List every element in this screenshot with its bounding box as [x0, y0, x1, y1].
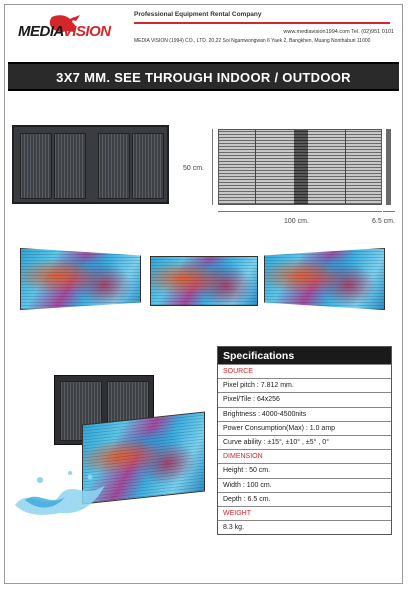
spec-row: Curve ability : ±15°, ±10° , ±5° , 0° — [218, 435, 391, 449]
spec-row: Pixel/Tile : 64x256 — [218, 392, 391, 406]
height-dimension-label: 50 cm. — [183, 165, 205, 172]
company-address: MEDIA VISION (1994) CO., LTD. 20,22 Soi Ngamwongwan 6 Yaek 2, Bangkhen, Muang Nonthaburi 11000 — [134, 38, 371, 44]
spec-section-heading: WEIGHT — [218, 506, 391, 520]
spec-row: Power Consumption(Max) : 1.0 amp — [218, 421, 391, 435]
spec-section-heading: SOURCE — [218, 364, 391, 378]
panel-center-strip — [294, 130, 308, 204]
spec-row: Height : 50 cm. — [218, 463, 391, 477]
curved-screen-left — [20, 248, 141, 310]
title-bar — [8, 62, 399, 91]
page-title: 3X7 MM. SEE THROUGH INDOOR / OUTDOOR — [56, 70, 351, 85]
specifications-table — [217, 346, 392, 535]
flat-screen-center — [150, 256, 258, 306]
contact-info: www.mediavision1994.com Tel. (02)951 0101 — [283, 29, 394, 35]
depth-dimension-label: 6.5 cm. — [372, 218, 395, 225]
width-dimension-line — [218, 211, 382, 212]
header-divider — [134, 22, 390, 24]
height-dimension-line — [212, 129, 213, 205]
panel-back-module — [132, 133, 164, 199]
panel-back-view — [12, 125, 169, 204]
panel-seam — [255, 130, 256, 204]
panel-side-view — [386, 129, 391, 205]
spec-row: Pixel pitch : 7.812 mm. — [218, 378, 391, 392]
width-dimension-label: 100 cm. — [284, 218, 309, 225]
logo-wordmark — [18, 23, 111, 40]
panel-front-view — [218, 129, 382, 205]
panel-back-module — [20, 133, 52, 199]
spec-row: 8.3 kg. — [218, 520, 391, 534]
panel-seam — [345, 130, 346, 204]
logo-word-media: MEDIA — [18, 23, 63, 40]
spec-section-heading: DIMENSION — [218, 449, 391, 463]
specifications-heading: Specifications — [218, 347, 391, 364]
spec-row: Width : 100 cm. — [218, 478, 391, 492]
spec-row: Depth : 6.5 cm. — [218, 492, 391, 506]
water-splash-icon — [10, 455, 110, 520]
logo-word-vision: VISION — [62, 23, 111, 40]
curved-screen-right — [264, 248, 385, 310]
spec-row: Brightness : 4000-4500nits — [218, 407, 391, 421]
depth-dimension-line — [383, 211, 395, 212]
panel-back-module — [54, 133, 86, 199]
panel-back-module — [98, 133, 130, 199]
company-tagline: Professional Equipment Rental Company — [134, 11, 262, 18]
spec-rows — [218, 364, 391, 534]
